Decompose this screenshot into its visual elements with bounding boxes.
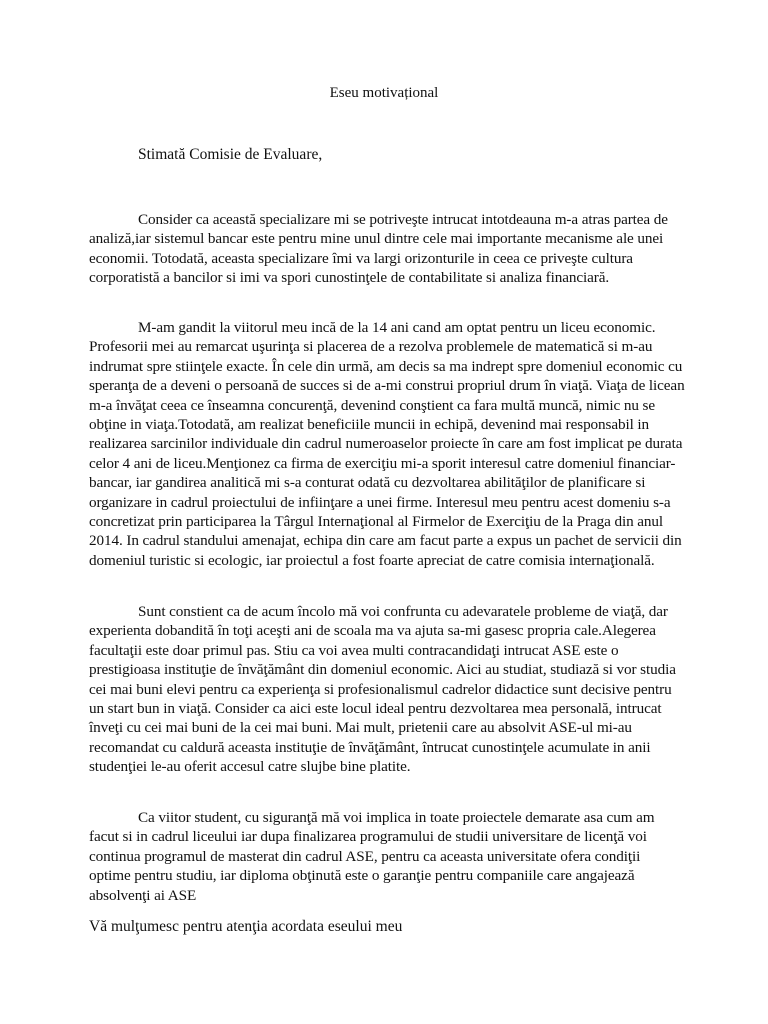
- paragraph-4: [89, 808, 685, 905]
- paragraph-text: Consider ca această specializare mi se potriveşte intrucat intotdeauna m-a atras partea de analiză,iar sistemul bancar este pentru mine unul dintre cele mai importante mecanisme ale unei economii. Totodată, aceasta specializare îmi va largi orizonturile in ceea ce priveşte cultura corporatistă a bancilor si imi va spori cunostinţele de contabilitate si analiza financiară.: [89, 211, 668, 287]
- paragraph-3: [89, 602, 685, 777]
- paragraph-1: [89, 210, 685, 288]
- paragraph-2: [89, 318, 685, 570]
- paragraph-text: Ca viitor student, cu siguranţă mă voi implica in toate proiectele demarate asa cum am facut si in cadrul liceului iar dupa finalizarea programului de studii universitare de licenţă voi continua programul de masterat din cadrul ASE, pentru ca aceasta universitate ofera condiţii optime pentru studiu, iar diploma obţinută este o garanţie pentru companiile care angajează absolvenţi ai ASE: [89, 809, 655, 904]
- document-title: Eseu motivațional: [329, 85, 439, 101]
- paragraph-text: M-am gandit la viitorul meu incă de la 14 ani cand am optat pentru un liceu economic. Profesorii mei au remarcat uşurinţa si placerea de a rezolva problemele de matematică si m-au indrumat spre stiinţele exacte. În cele din urmă, am decis sa ma indrept spre domeniul economic cu speranţa de a deveni o persoană de succes si de a-mi construi propriul drum în viaţă. Viaţa de licean m-a învăţat ceea ce înseamna concurenţă, devenind conştient ca fara multă muncă, nimic nu se obţine in viaţa.Totodată, am realizat beneficiile muncii in echipă, devenind mai responsabil in realizarea sarcinilor individuale din cadrul numeroaselor proiecte în care am fost implicat pe durata celor 4 ani de liceu.Menţionez ca firma de exerciţiu mi-a sporit interesul catre domeniul financiar-bancar, iar gandirea analitică mi s-a conturat odată cu dezvoltarea abilităţilor de planificare si organizare in cadrul proiectului de infiinţare a unei firme. Interesul meu pentru acest domeniu s-a concretizat prin participarea la Târgul Internaţional al Firmelor de Exerciţiu de la Praga din anul 2014. In cadrul standului amenajat, echipa din care am facut parte a expus un pachet de servicii din domeniul turistic si ecologic, iar proiectul a fost foarte apreciat de catre comisia internaţională.: [89, 319, 685, 569]
- closing-line: Vă mulţumesc pentru atenţia acordata eseului meu: [89, 918, 403, 935]
- salutation: Stimată Comisie de Evaluare,: [138, 146, 323, 163]
- paragraph-text: Sunt constient ca de acum încolo mă voi confrunta cu adevaratele probleme de viaţă, dar experienta dobandită în toţi aceşti ani de scoala ma va ajuta sa-mi gasesc propria cale.Alegerea facultaţii este doar primul pas. Stiu ca voi avea multi contracandidaţi intrucat ASE este o prestigioasa instituţie de învăţământ din domeniul economic. Aici au studiat, studiază si vor studia cei mai buni elevi pentru ca experienţa si profesionalismul cadrelor didactice sunt decisive pentru un start bun in viaţă. Consider ca aici este locul ideal pentru dezvoltarea mea personală, intrucat înveţi cu cei mai buni de la cei mai buni. Mai mult, prietenii care au absolvit ASE-ul mi-au recomandat cu caldură aceasta instituţie de învăţământ, întrucat cunostinţele acumulate in anii studenţiei le-au oferit accesul catre slujbe bine platite.: [89, 603, 676, 776]
